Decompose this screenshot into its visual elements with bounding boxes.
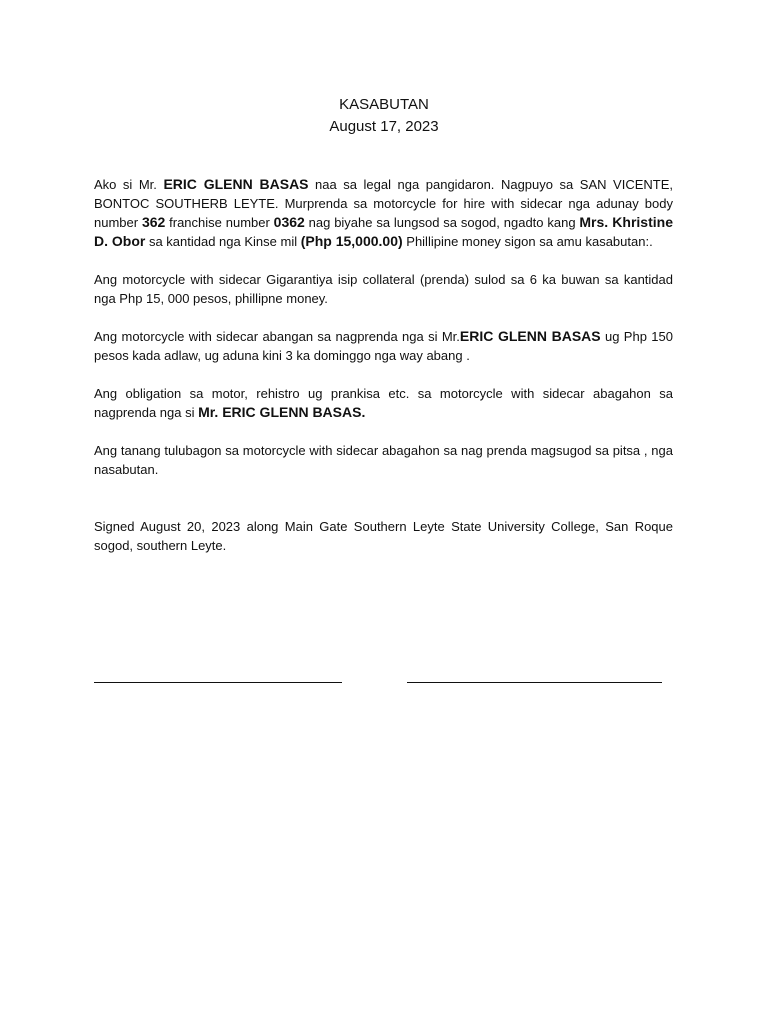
paragraph-signed: Signed August 20, 2023 along Main Gate Southern Leyte State University College, San Roque sogod, southern Leyte. bbox=[94, 519, 673, 553]
franchise-number-bold: 0362 bbox=[273, 214, 305, 230]
intro-text-3: franchise number bbox=[165, 215, 274, 230]
paragraph-obligation bbox=[94, 384, 673, 422]
intro-name-bold: ERIC GLENN BASAS bbox=[163, 176, 309, 192]
paragraph-collateral: Ang motorcycle with sidecar Gigarantiya isip collateral (prenda) sulod sa 6 ka buwan sa kantidad nga Php 15, 000 pesos, phillipne money. bbox=[94, 272, 673, 306]
amount-bold: (Php 15,000.00) bbox=[300, 233, 403, 249]
signature-line-left bbox=[94, 682, 342, 683]
rental-text-2: ug Php 150 pesos kada adlaw, ug aduna kini 3 ka dominggo nga way abang . bbox=[94, 329, 673, 363]
document-date: August 17, 2023 bbox=[329, 118, 439, 135]
obligation-name-bold: Mr. ERIC GLENN BASAS. bbox=[198, 404, 366, 420]
rental-name-bold: ERIC GLENN BASAS bbox=[459, 328, 601, 344]
intro-text-6: Phillipine money sigon sa amu kasabutan:. bbox=[402, 234, 653, 249]
signature-line-right bbox=[407, 682, 662, 683]
rental-text-1: Ang motorcycle with sidecar abangan sa nagprenda nga si Mr. bbox=[94, 329, 460, 344]
recipient-name-bold: Mrs. Khristine D. Obor bbox=[94, 214, 673, 249]
paragraph-responsibility: Ang tanang tulubagon sa motorcycle with sidecar abagahon sa nag prenda magsugod sa pitsa , nga nasabutan. bbox=[94, 443, 673, 477]
intro-text-5: sa kantidad nga Kinse mil bbox=[145, 234, 301, 249]
obligation-text-1: Ang obligation sa motor, rehistro ug prankisa etc. sa motorcycle with sidecar abagahon sa nagprenda nga si bbox=[94, 386, 673, 420]
document-title: KASABUTAN bbox=[339, 96, 429, 113]
intro-text-4: nag biyahe sa lungsod sa sogod, ngadto kang bbox=[304, 215, 580, 230]
intro-text-2: naa sa legal nga pangidaron. Nagpuyo sa SAN VICENTE, BONTOC SOUTHERB LEYTE. Murprenda sa motorcycle for hire with sidecar nga adunay body number bbox=[94, 177, 673, 230]
paragraph-introduction bbox=[94, 175, 673, 251]
body-number-bold: 362 bbox=[141, 214, 166, 230]
paragraph-rental bbox=[94, 327, 673, 365]
intro-text-1: Ako si Mr. bbox=[94, 177, 164, 192]
